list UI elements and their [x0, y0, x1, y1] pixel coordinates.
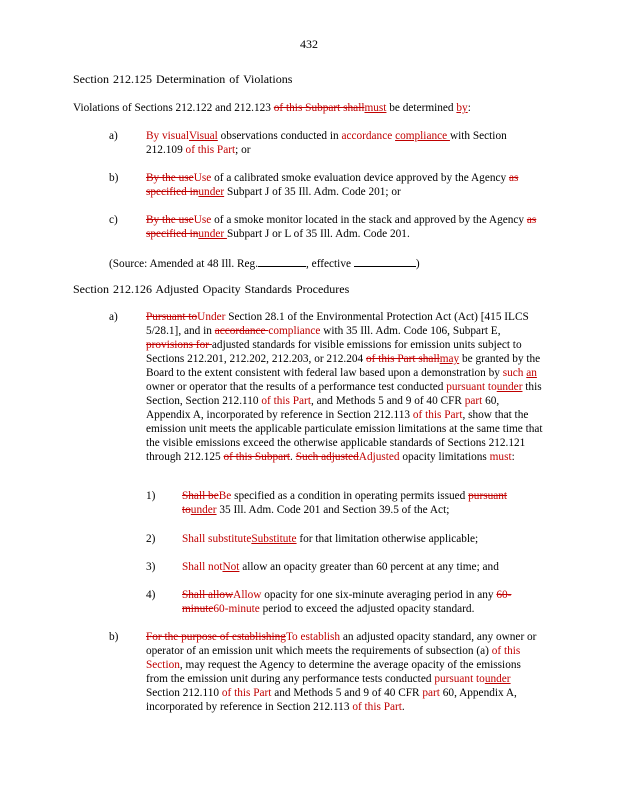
inserted-underlined-text: under [198, 228, 227, 240]
item-text [146, 171, 543, 199]
inserted-text: of this Part [261, 395, 311, 407]
deleted-text: Such adjusted [295, 451, 359, 463]
inserted-underlined-text: under [484, 673, 511, 685]
text-run: Section 212.110 [146, 687, 222, 699]
inserted-text: of this Part [352, 701, 402, 713]
text-run: and Methods 5 and 9 of 40 CFR [271, 687, 423, 699]
deleted-text: Shall allow [182, 589, 234, 601]
deleted-text: as specified in [146, 172, 519, 198]
text-run: adjusted standards for visible emissions for emission units subject to Sections 212.201, 212.202, 212.203, or 212.204 [146, 339, 522, 365]
item-text [146, 213, 543, 241]
inserted-text: of this Part [221, 687, 272, 699]
inserted-text: accordance [341, 130, 396, 142]
deleted-text: of this Part shall [365, 353, 440, 365]
text-run: opacity for one six-minute averaging period in any [261, 589, 497, 601]
inserted-underlined-text: under [190, 504, 217, 516]
deleted-text: pursuant to [182, 490, 508, 516]
deleted-text: provisions for [146, 339, 212, 351]
inserted-text: By visual [146, 130, 189, 142]
source-prefix: (Source: Amended at 48 Ill. Reg. [109, 258, 259, 270]
inserted-underlined-text: must [364, 102, 387, 114]
text-run: Section 28.1 of the Environmental Protection Act (Act) [415 ILCS 5/28.1], and in [146, 311, 529, 337]
item-text [146, 630, 543, 714]
inserted-underlined-text: may [439, 353, 460, 365]
inserted-text: Use [193, 214, 212, 226]
inserted-underlined-text: Substitute [251, 533, 297, 545]
inserted-text: Shall substitute [182, 533, 252, 545]
inserted-text: pursuant to [446, 381, 497, 393]
subitem-text [182, 489, 543, 517]
section-212-125-heading: Section 212.125 Determination of Violations [73, 72, 293, 86]
text-run: 35 Ill. Adm. Code 201 and Section 39.5 of the Act; [216, 504, 450, 516]
text-run: , and Methods 5 and 9 of 40 CFR [310, 395, 465, 407]
text-run: . [401, 701, 405, 713]
text-run: with Section 212.109 [146, 130, 507, 156]
text-run: be granted by the Board to the extent consistent with federal law based upon a demonstration by [146, 353, 541, 379]
text-run: : [511, 451, 515, 463]
inserted-text: Under [197, 311, 226, 323]
subitem-label: 2) [146, 533, 156, 545]
deleted-text: By the use [146, 214, 194, 226]
text-run: . [290, 451, 296, 463]
item-label: c) [109, 214, 118, 226]
text-run: period to exceed the adjusted opacity standard. [259, 603, 475, 615]
text-run: of a calibrated smoke evaluation device approved by the Agency [211, 172, 509, 184]
inserted-text: Shall not [182, 561, 223, 573]
text-run: allow an opacity greater than 60 percent at any time; and [239, 561, 499, 573]
item-label: a) [109, 130, 118, 142]
inserted-text: part [464, 395, 483, 407]
deleted-text: Pursuant to [146, 311, 198, 323]
text-run: specified as a condition in operating permits issued [231, 490, 469, 502]
inserted-underlined-text: an [526, 367, 537, 379]
source-suffix: ) [415, 258, 420, 270]
inserted-underlined-text: Visual [189, 130, 218, 142]
text-run: this Section, Section 212.110 [146, 381, 542, 407]
inserted-text: part [422, 687, 440, 699]
inserted-text: Use [193, 172, 212, 184]
text-run: Subpart J or L of 35 Ill. Adm. Code 201. [226, 228, 410, 240]
text-run: Subpart J of 35 Ill. Adm. Code 201; or [224, 186, 401, 198]
text-run: of a smoke monitor located in the stack and approved by the Agency [211, 214, 527, 226]
inserted-text: of this Section [146, 645, 521, 671]
inserted-underlined-text: Not [222, 561, 240, 573]
inserted-text: of this Part [185, 144, 236, 156]
section-212-125-intro [73, 101, 543, 115]
item-text [146, 310, 543, 464]
deleted-text: For the purpose of establishing [146, 631, 286, 643]
inserted-text: pursuant to [434, 673, 485, 685]
inserted-text: such [502, 367, 527, 379]
item-label: a) [109, 311, 118, 323]
item-label: b) [109, 631, 119, 643]
inserted-text: 60-minute [213, 603, 260, 615]
text-run: with 35 Ill. Adm. Code 106, Subpart E, [323, 325, 501, 337]
text-run: 60, Appendix A, incorporated by reference in Section 212.113 [146, 395, 500, 421]
section-212-126-heading: Section 212.126 Adjusted Opacity Standards Procedures [73, 282, 350, 296]
subitem-text [182, 560, 543, 574]
source-mid: , effective [306, 258, 354, 270]
inserted-text: of this Part [412, 409, 463, 421]
deleted-text: Shall be [182, 490, 219, 502]
text-run: opacity limitations [399, 451, 490, 463]
inserted-text: Adjusted [358, 451, 400, 463]
inserted-text: Be [218, 490, 232, 502]
deleted-text: By the use [146, 172, 194, 184]
inserted-underlined-text: under [496, 381, 523, 393]
inserted-text: compliance [268, 325, 324, 337]
subitem-label: 4) [146, 589, 156, 601]
deleted-text: as specified in [146, 214, 537, 240]
text-run: , may request the Agency to determine the average opacity of the emissions from the emission unit during any performance tests conducted [146, 659, 521, 685]
source-note [109, 256, 420, 271]
inserted-underlined-text: under [198, 186, 225, 198]
item-label: b) [109, 172, 119, 184]
deleted-text: accordance [214, 325, 269, 337]
subitem-text [182, 532, 543, 546]
effective-date-blank [354, 256, 416, 267]
text-run: an adjusted opacity standard, any owner or operator of an emission unit which meets the requirements of subsection (a) [146, 631, 537, 657]
subitem-label: 1) [146, 490, 156, 502]
text-run: observations conducted in [217, 130, 342, 142]
text-run: 60, Appendix A, incorporated by reference in Section 212.113 [146, 687, 517, 713]
subitem-text [182, 588, 543, 616]
inserted-text: must [489, 451, 512, 463]
inserted-text: To establish [285, 631, 341, 643]
inserted-underlined-text: by [456, 102, 468, 114]
text-run: , show that the emission unit meets the applicable particulate emission limitations at the same time that the visible emissions exceed the otherwise applicable standards of Sections 212.121 through 212.125 [146, 409, 543, 463]
text-run: : [467, 102, 471, 114]
subitem-label: 3) [146, 561, 156, 573]
reg-blank [258, 256, 306, 267]
deleted-text: of this Subpart [223, 451, 291, 463]
inserted-underlined-text: compliance [395, 130, 450, 142]
item-text [146, 129, 543, 157]
text-run: ; or [235, 144, 251, 156]
inserted-text: Allow [233, 589, 262, 601]
text-run: for that limitation otherwise applicable; [296, 533, 479, 545]
text-run: owner or operator that the results of a performance test conducted [146, 381, 447, 393]
text-run: be determined [386, 102, 457, 114]
deleted-text: of this Subpart shall [273, 102, 365, 114]
text-run: Violations of Sections 212.122 and 212.123 [73, 102, 274, 114]
deleted-text: 60-minute [182, 589, 512, 615]
page-number: 432 [300, 37, 318, 51]
